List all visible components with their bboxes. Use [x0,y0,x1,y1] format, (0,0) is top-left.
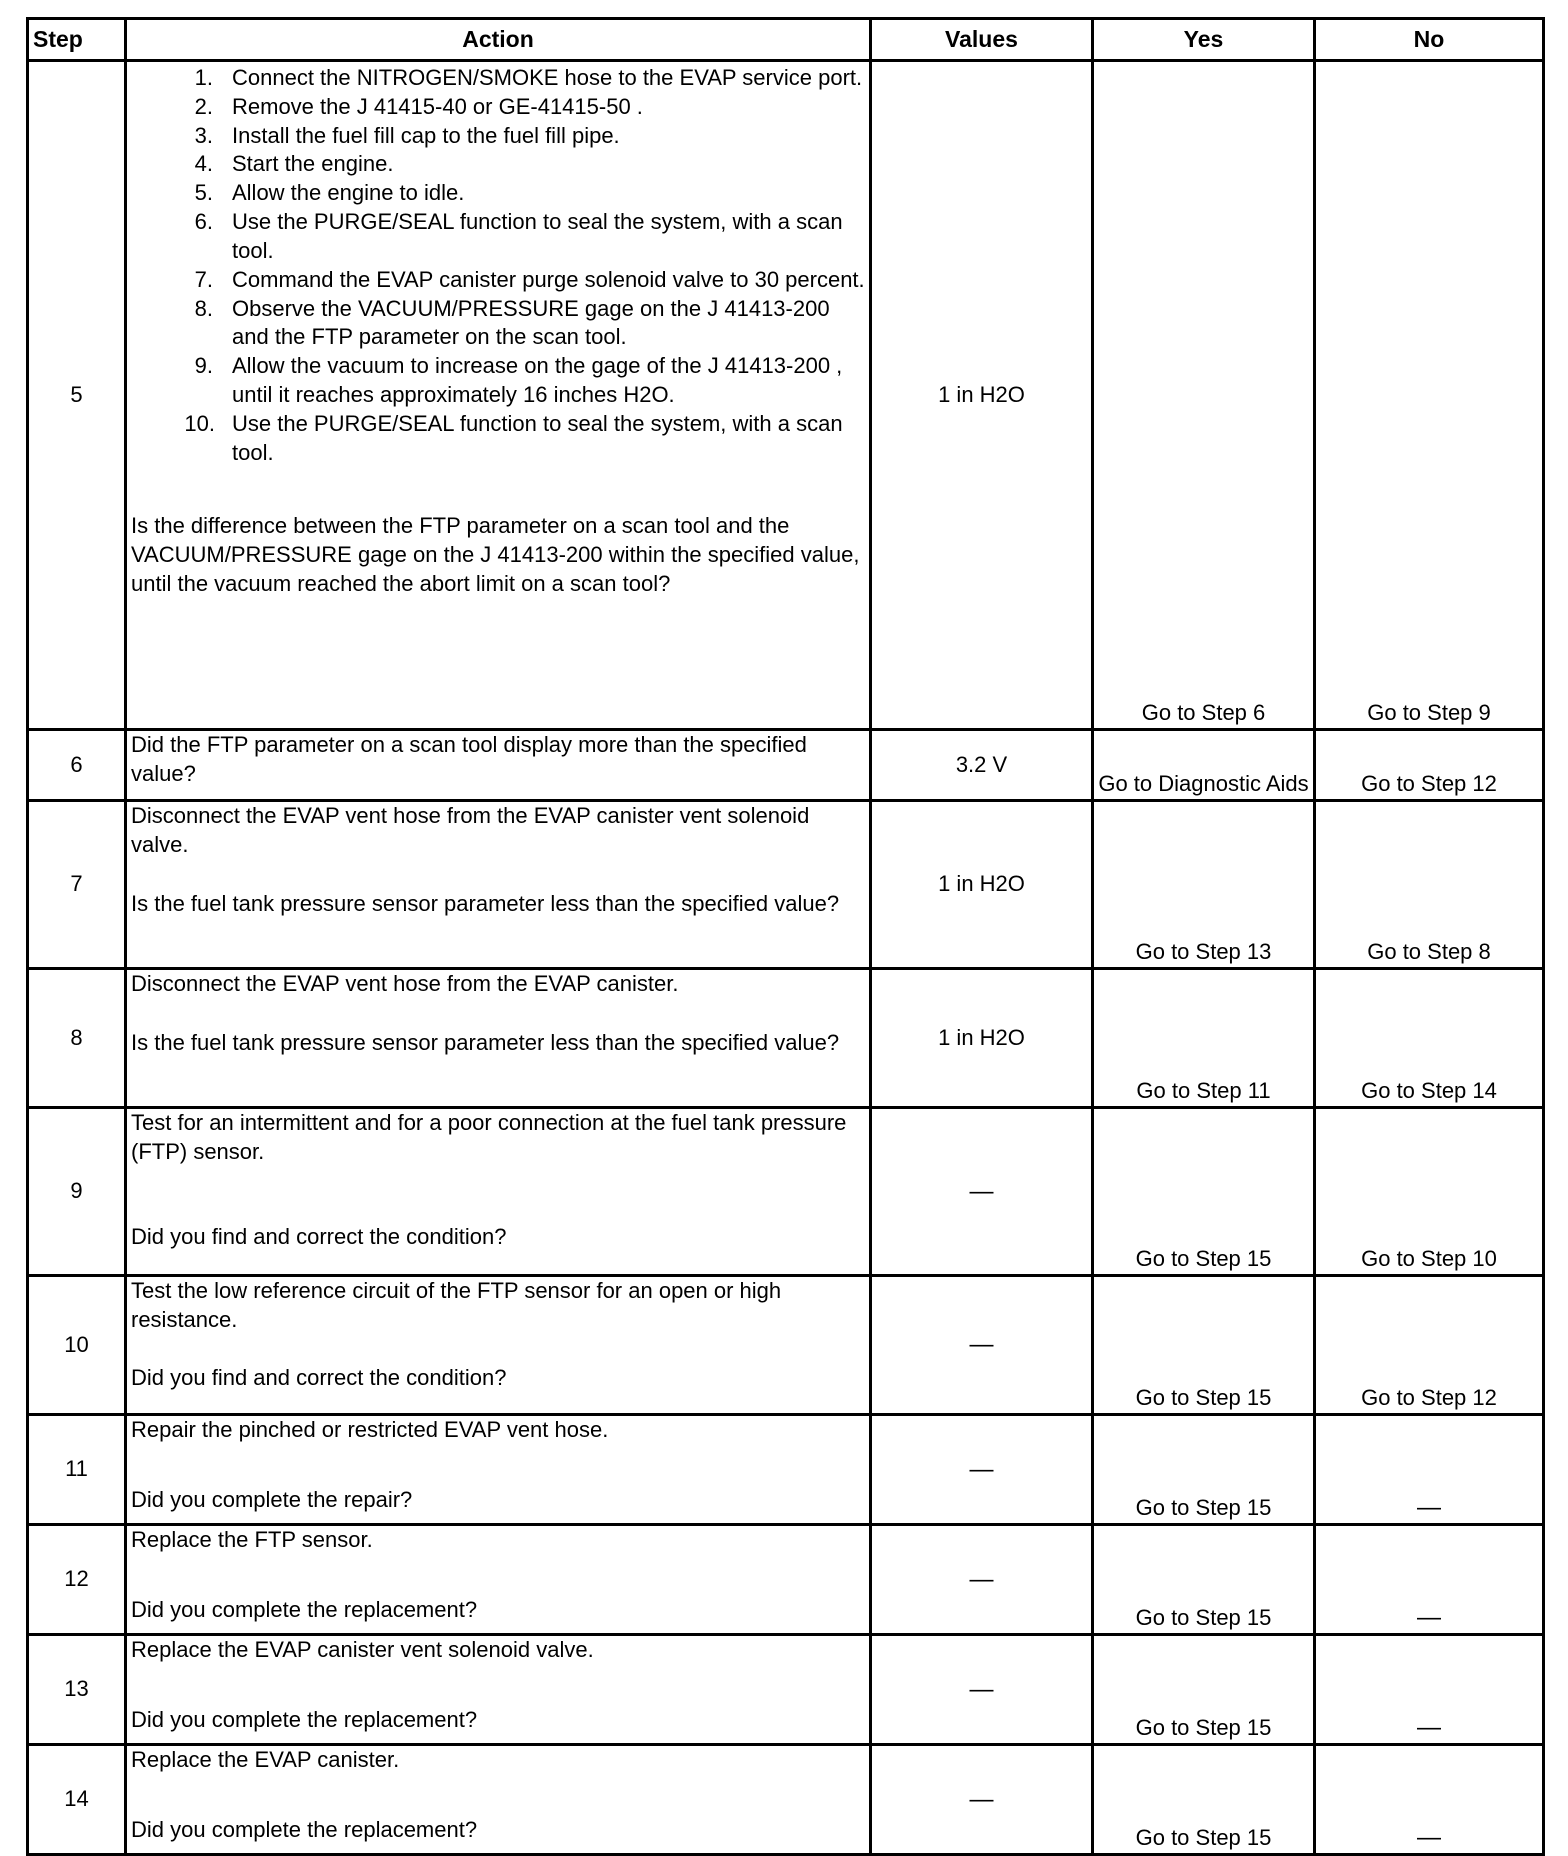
action-text: Test the low reference circuit of the FTP sensor for an open or high resistance. [131,1278,782,1332]
step-number: 11 [28,1415,126,1525]
action-cell [126,1745,871,1855]
question-text: Did you complete the replacement? [131,1816,478,1842]
table-row [28,1525,1544,1635]
yes-result: Go to Step 15 [1093,1635,1315,1745]
action-text: Replace the EVAP canister vent solenoid valve. [131,1637,594,1662]
yes-result: Go to Step 15 [1093,1276,1315,1415]
action-text: Repair the pinched or restricted EVAP vent hose. [131,1417,609,1442]
action-cell [126,1635,871,1745]
value-cell: 3.2 V [871,730,1093,801]
value-cell: — [871,1276,1093,1415]
no-result: — [1315,1635,1544,1745]
yes-result: Go to Step 15 [1093,1415,1315,1525]
action-text: Test for an intermittent and for a poor connection at the fuel tank pressure (FTP) sensor. [131,1110,847,1164]
value-cell: — [871,1525,1093,1635]
value-cell: 1 in H2O [871,801,1093,969]
step-number: 14 [28,1745,126,1855]
table-row [28,969,1544,1108]
value-cell: — [871,1108,1093,1276]
table-row [28,730,1544,801]
header-no: No [1315,19,1544,61]
step-number: 10 [28,1276,126,1415]
list-item: 6. Use the PURGE/SEAL function to seal the system, with a scan tool. [194,209,843,263]
no-result: Go to Step 12 [1315,1276,1544,1415]
step-number: 6 [28,730,126,801]
question-text: Did you find and correct the condition? [131,1364,507,1390]
list-item: 8. Observe the VACUUM/PRESSURE gage on the J 41413-200 and the FTP parameter on the scan tool. [194,295,830,350]
list-item: 1. Connect the NITROGEN/SMOKE hose to the EVAP service port. [194,65,863,90]
yes-result: Go to Step 15 [1093,1108,1315,1276]
question-text: Did you complete the replacement? [131,1706,478,1732]
table-row [28,1276,1544,1415]
question-text: Is the fuel tank pressure sensor parameter less than the specified value? [131,1029,840,1055]
value-cell: — [871,1745,1093,1855]
no-result: Go to Step 10 [1315,1108,1544,1276]
no-result: Go to Step 9 [1315,61,1544,730]
no-result: Go to Step 12 [1315,730,1544,801]
question-text: Did you complete the repair? [131,1486,413,1512]
no-result: Go to Step 14 [1315,969,1544,1108]
list-item: 7. Command the EVAP canister purge solenoid valve to 30 percent. [194,266,865,292]
question-text: Did the FTP parameter on a scan tool display more than the specified value? [131,732,807,786]
list-item: 5. Allow the engine to idle. [194,180,465,206]
question-text: Did you find and correct the condition? [131,1223,507,1249]
question-text: Did you complete the replacement? [131,1596,478,1622]
header-values: Values [871,19,1093,61]
step-number: 8 [28,969,126,1108]
action-cell [126,1108,871,1276]
value-cell: 1 in H2O [871,969,1093,1108]
question-text: Is the fuel tank pressure sensor parameter less than the specified value? [131,890,840,916]
yes-result: Go to Diagnostic Aids [1093,730,1315,801]
list-item: 10. Use the PURGE/SEAL function to seal the system, with a scan tool. [184,410,843,465]
action-cell [126,969,871,1108]
list-item: 4. Start the engine. [194,151,394,177]
table-row [28,1635,1544,1745]
step-number: 12 [28,1525,126,1635]
table-row [28,1745,1544,1855]
instruction-list [131,64,865,467]
action-cell [126,1276,871,1415]
list-item: 2. Remove the J 41415-40 or GE-41415-50 . [194,93,643,119]
table-row [28,1415,1544,1525]
list-item: 9. Allow the vacuum to increase on the gage of the J 41413-200 , until it reaches approximately 16 inches H2O. [194,353,843,407]
value-cell: — [871,1635,1093,1745]
table-row [28,1108,1544,1276]
action-text: Disconnect the EVAP vent hose from the EVAP canister. [131,971,679,996]
action-text: Replace the FTP sensor. [131,1527,373,1552]
yes-result: Go to Step 13 [1093,801,1315,969]
no-result: — [1315,1415,1544,1525]
step-number: 13 [28,1635,126,1745]
action-cell [126,1415,871,1525]
no-result: — [1315,1745,1544,1855]
action-cell [126,730,871,801]
step-number: 5 [28,61,126,730]
table-row [28,61,1544,730]
header-yes: Yes [1093,19,1315,61]
question-text: Is the difference between the FTP parameter on a scan tool and the VACUUM/PRESSURE gage on the J 41413-200 within the specified value, until the vacuum reached the abort limit on a scan tool? [131,513,860,596]
yes-result: Go to Step 15 [1093,1525,1315,1635]
action-cell [126,1525,871,1635]
list-item: 3. Install the fuel fill cap to the fuel fill pipe. [194,122,620,148]
value-cell: — [871,1415,1093,1525]
header-step: Step [28,19,126,61]
yes-result: Go to Step 11 [1093,969,1315,1108]
no-result: Go to Step 8 [1315,801,1544,969]
header-row [28,19,1544,61]
action-cell [126,61,871,730]
no-result: — [1315,1525,1544,1635]
step-number: 9 [28,1108,126,1276]
diagnostic-table [26,17,1545,1856]
action-text: Disconnect the EVAP vent hose from the EVAP canister vent solenoid valve. [131,803,810,857]
value-cell: 1 in H2O [871,61,1093,730]
yes-result: Go to Step 15 [1093,1745,1315,1855]
header-action: Action [126,19,871,61]
action-cell [126,801,871,969]
action-text: Replace the EVAP canister. [131,1747,400,1772]
table-row [28,801,1544,969]
step-number: 7 [28,801,126,969]
yes-result: Go to Step 6 [1093,61,1315,730]
